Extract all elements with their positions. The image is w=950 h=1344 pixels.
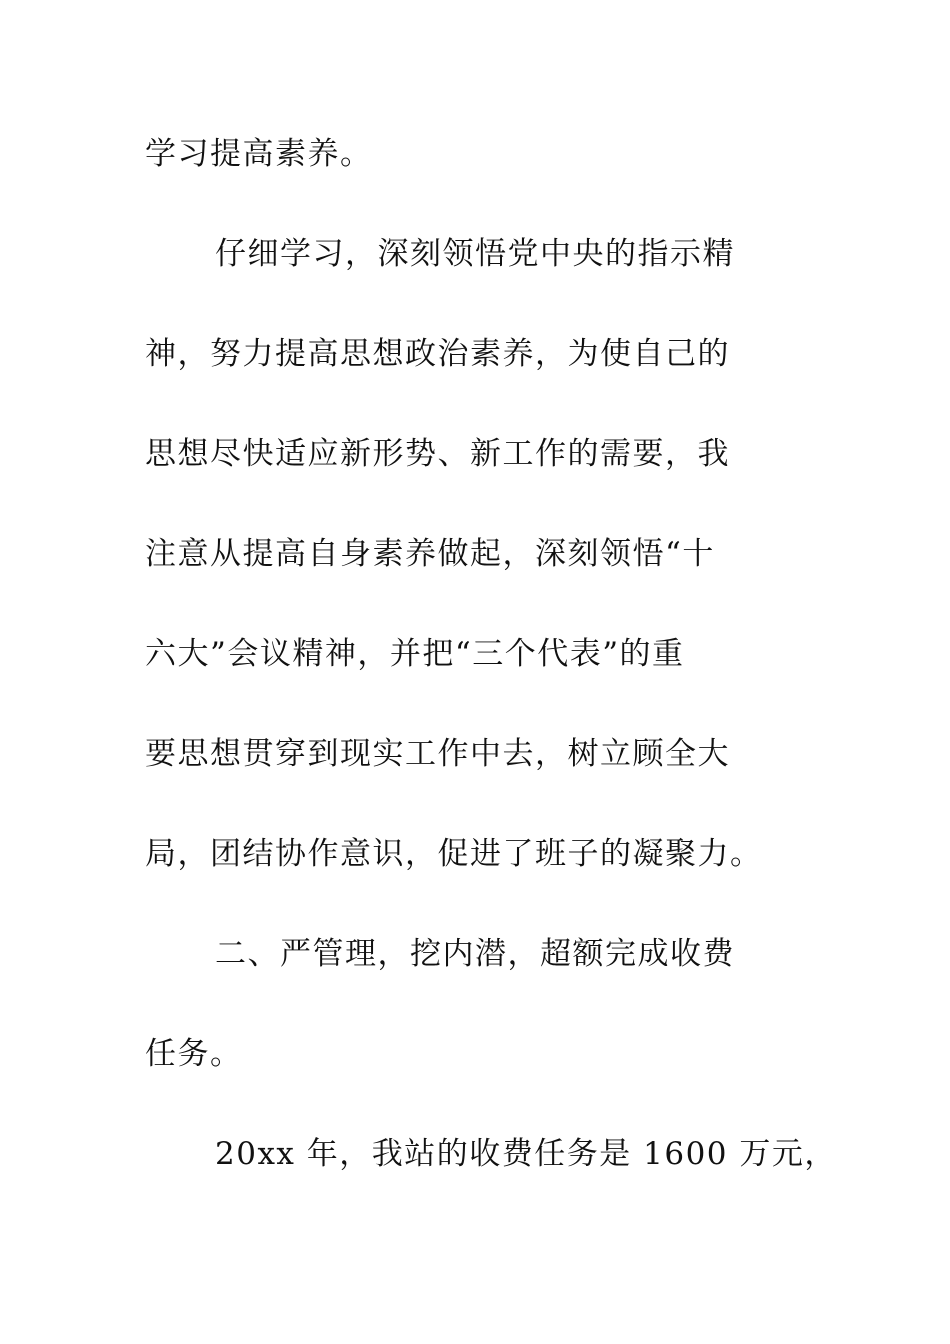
text-line: 六大”会议精神，并把“三个代表”的重 (145, 636, 685, 672)
text-line: 局，团结协作意识，促进了班子的凝聚力。 (145, 836, 763, 872)
paragraph-first-line: 仔细学习，深刻领悟党中央的指示精 (215, 236, 735, 272)
text-line: 要思想贯穿到现实工作中去，树立顾全大 (145, 736, 730, 772)
paragraph-first-line: 20xx 年，我站的收费任务是 1600 万元， (215, 1136, 837, 1172)
section-heading: 二、严管理，挖内潜，超额完成收费 (215, 936, 735, 972)
text-line: 注意从提高自身素养做起，深刻领悟“十 (145, 536, 715, 572)
text-line: 思想尽快适应新形势、新工作的需要，我 (145, 436, 730, 472)
text-line: 神，努力提高思想政治素养，为使自己的 (145, 336, 730, 372)
section-heading-continuation: 任务。 (145, 1036, 243, 1072)
text-line: 学习提高素养。 (145, 136, 373, 172)
